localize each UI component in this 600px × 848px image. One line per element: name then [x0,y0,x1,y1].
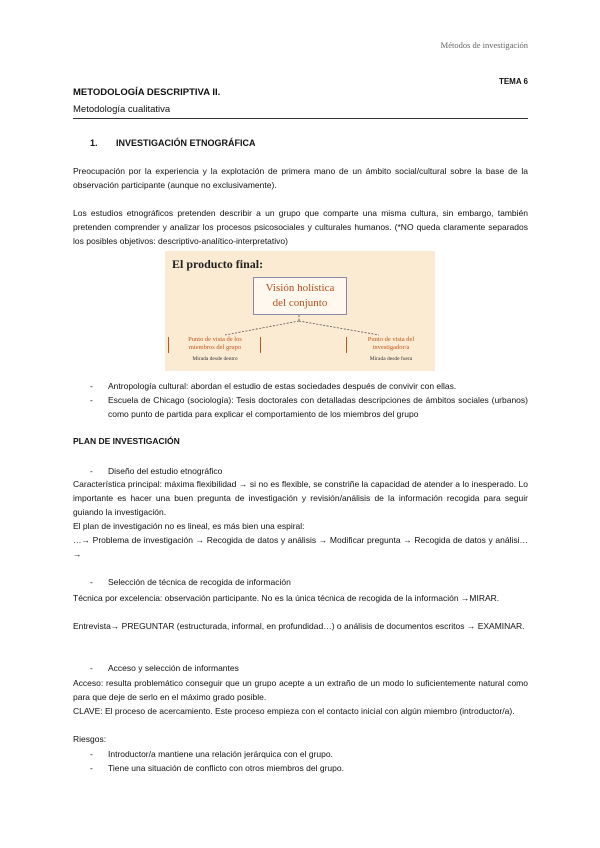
document-subtitle: Metodología cualitativa [73,104,171,115]
list-item: - Antropología cultural: abordan el estudio de estas sociedades después de convivir con ellas. [90,379,528,393]
outsider-line-1: Punto de vista del [367,336,415,343]
tema-label: TEMA 6 [498,77,528,86]
product-final-figure [165,251,435,371]
outsider-sub: Mirada desde fuera [369,356,413,362]
holistic-line-2: del conjunto [272,297,328,309]
left-bracket [168,337,169,353]
paragraph-objectives: Los estudios etnográficos pretenden describir a un grupo que comparte una misma cultura, sin embargo, también pretenden comprender y analizar los procesos psicosociales y culturales humanos. (*NO queda claramente separados los posibles objetivos: descriptivo-analítico-interpretativo) [73,208,528,246]
right-bracket [346,337,347,353]
left-bracket-end [260,337,261,353]
holistic-line-1: Visión holística [265,282,335,294]
insider-sub: Mirada desde dentro [192,356,238,362]
paragraph-acceso-2: CLAVE: El proceso de acercamiento. Este proceso empieza con el contacto inicial con algún miembro (introductor/a). [73,706,515,716]
subheading-tecnica-text: Selección de técnica de recogida de información [108,577,291,587]
subheading-acceso-text: Acceso y selección de informantes [108,663,239,673]
subheading-acceso: - Acceso y selección de informantes [90,663,239,673]
subheading-tecnica: - Selección de técnica de recogida de información [90,577,291,587]
paragraph-diseno-2: El plan de investigación no es lineal, es más bien una espiral: [73,521,305,531]
paragraph-tecnica-1: Técnica por excelencia: observación participante. No es la única técnica de recogida de la información →MIRAR. [73,593,500,603]
plan-heading: PLAN DE INVESTIGACIÓN [73,436,180,446]
insider-line-1: Punto de vista de los [188,336,242,343]
bullet-list-riesgos [90,747,528,775]
running-header: Métodos de investigación [440,40,528,50]
section-title: INVESTIGACIÓN ETNOGRÁFICA [116,138,256,148]
list-item: - Tiene una situación de conflicto con otros miembros del grupo. [90,761,528,775]
title-divider [73,118,528,119]
outsider-line-2: investigador/a [372,344,410,351]
insider-viewpoint [175,336,255,363]
list-item: - Escuela de Chicago (sociología): Tesis doctorales con detalladas descripciones de ámbitos sociales (urbanos) como punto de partida para explicar el comportamiento de los miembros del grupo [90,393,528,421]
section-number: 1. [90,138,98,148]
insider-line-2: miembros del grupo [188,344,242,351]
section-heading [90,138,256,148]
riesgos-label: Riesgos: [73,734,107,744]
figure-title: El producto final: [172,257,264,271]
outsider-viewpoint [351,336,431,363]
paragraph-tecnica-2: Entrevista→ PREGUNTAR (estructurada, informal, en profundidad…) o análisis de documentos escritos → EXAMINAR. [73,621,525,631]
document-title: METODOLOGÍA DESCRIPTIVA II. [73,87,221,98]
paragraph-diseno-1: Característica principal: máxima flexibilidad → si no es flexible, se constriñe la capacidad de atender a lo inesperado. Lo importante es hacer una buen pregunta de investigación y revisión/análisis de la información recogida para seguir guiando la investigación. [73,479,528,517]
list-item: - Introductor/a mantiene una relación jerárquica con el grupo. [90,747,528,761]
subheading-diseno-text: Diseño del estudio etnográfico [108,466,223,476]
paragraph-diseno-3: …→ Problema de investigación → Recogida de datos y análisis → Modificar pregunta → Recogida de datos y análisi…→ [73,535,528,559]
paragraph-intro: Preocupación por la experiencia y la explotación de primera mano de un ámbito social/cultural sobre la base de la observación participante (aunque no exclusivamente). [73,166,528,190]
subheading-diseno: - Diseño del estudio etnográfico [90,466,223,476]
paragraph-acceso-1: Acceso: resulta problemático conseguir que un grupo acepte a un extraño de un modo lo suficientemente natural como para que deje de serlo en el máximo grado posible. [73,678,528,702]
bullet-list-schools [90,379,528,421]
holistic-view-box [253,277,347,315]
